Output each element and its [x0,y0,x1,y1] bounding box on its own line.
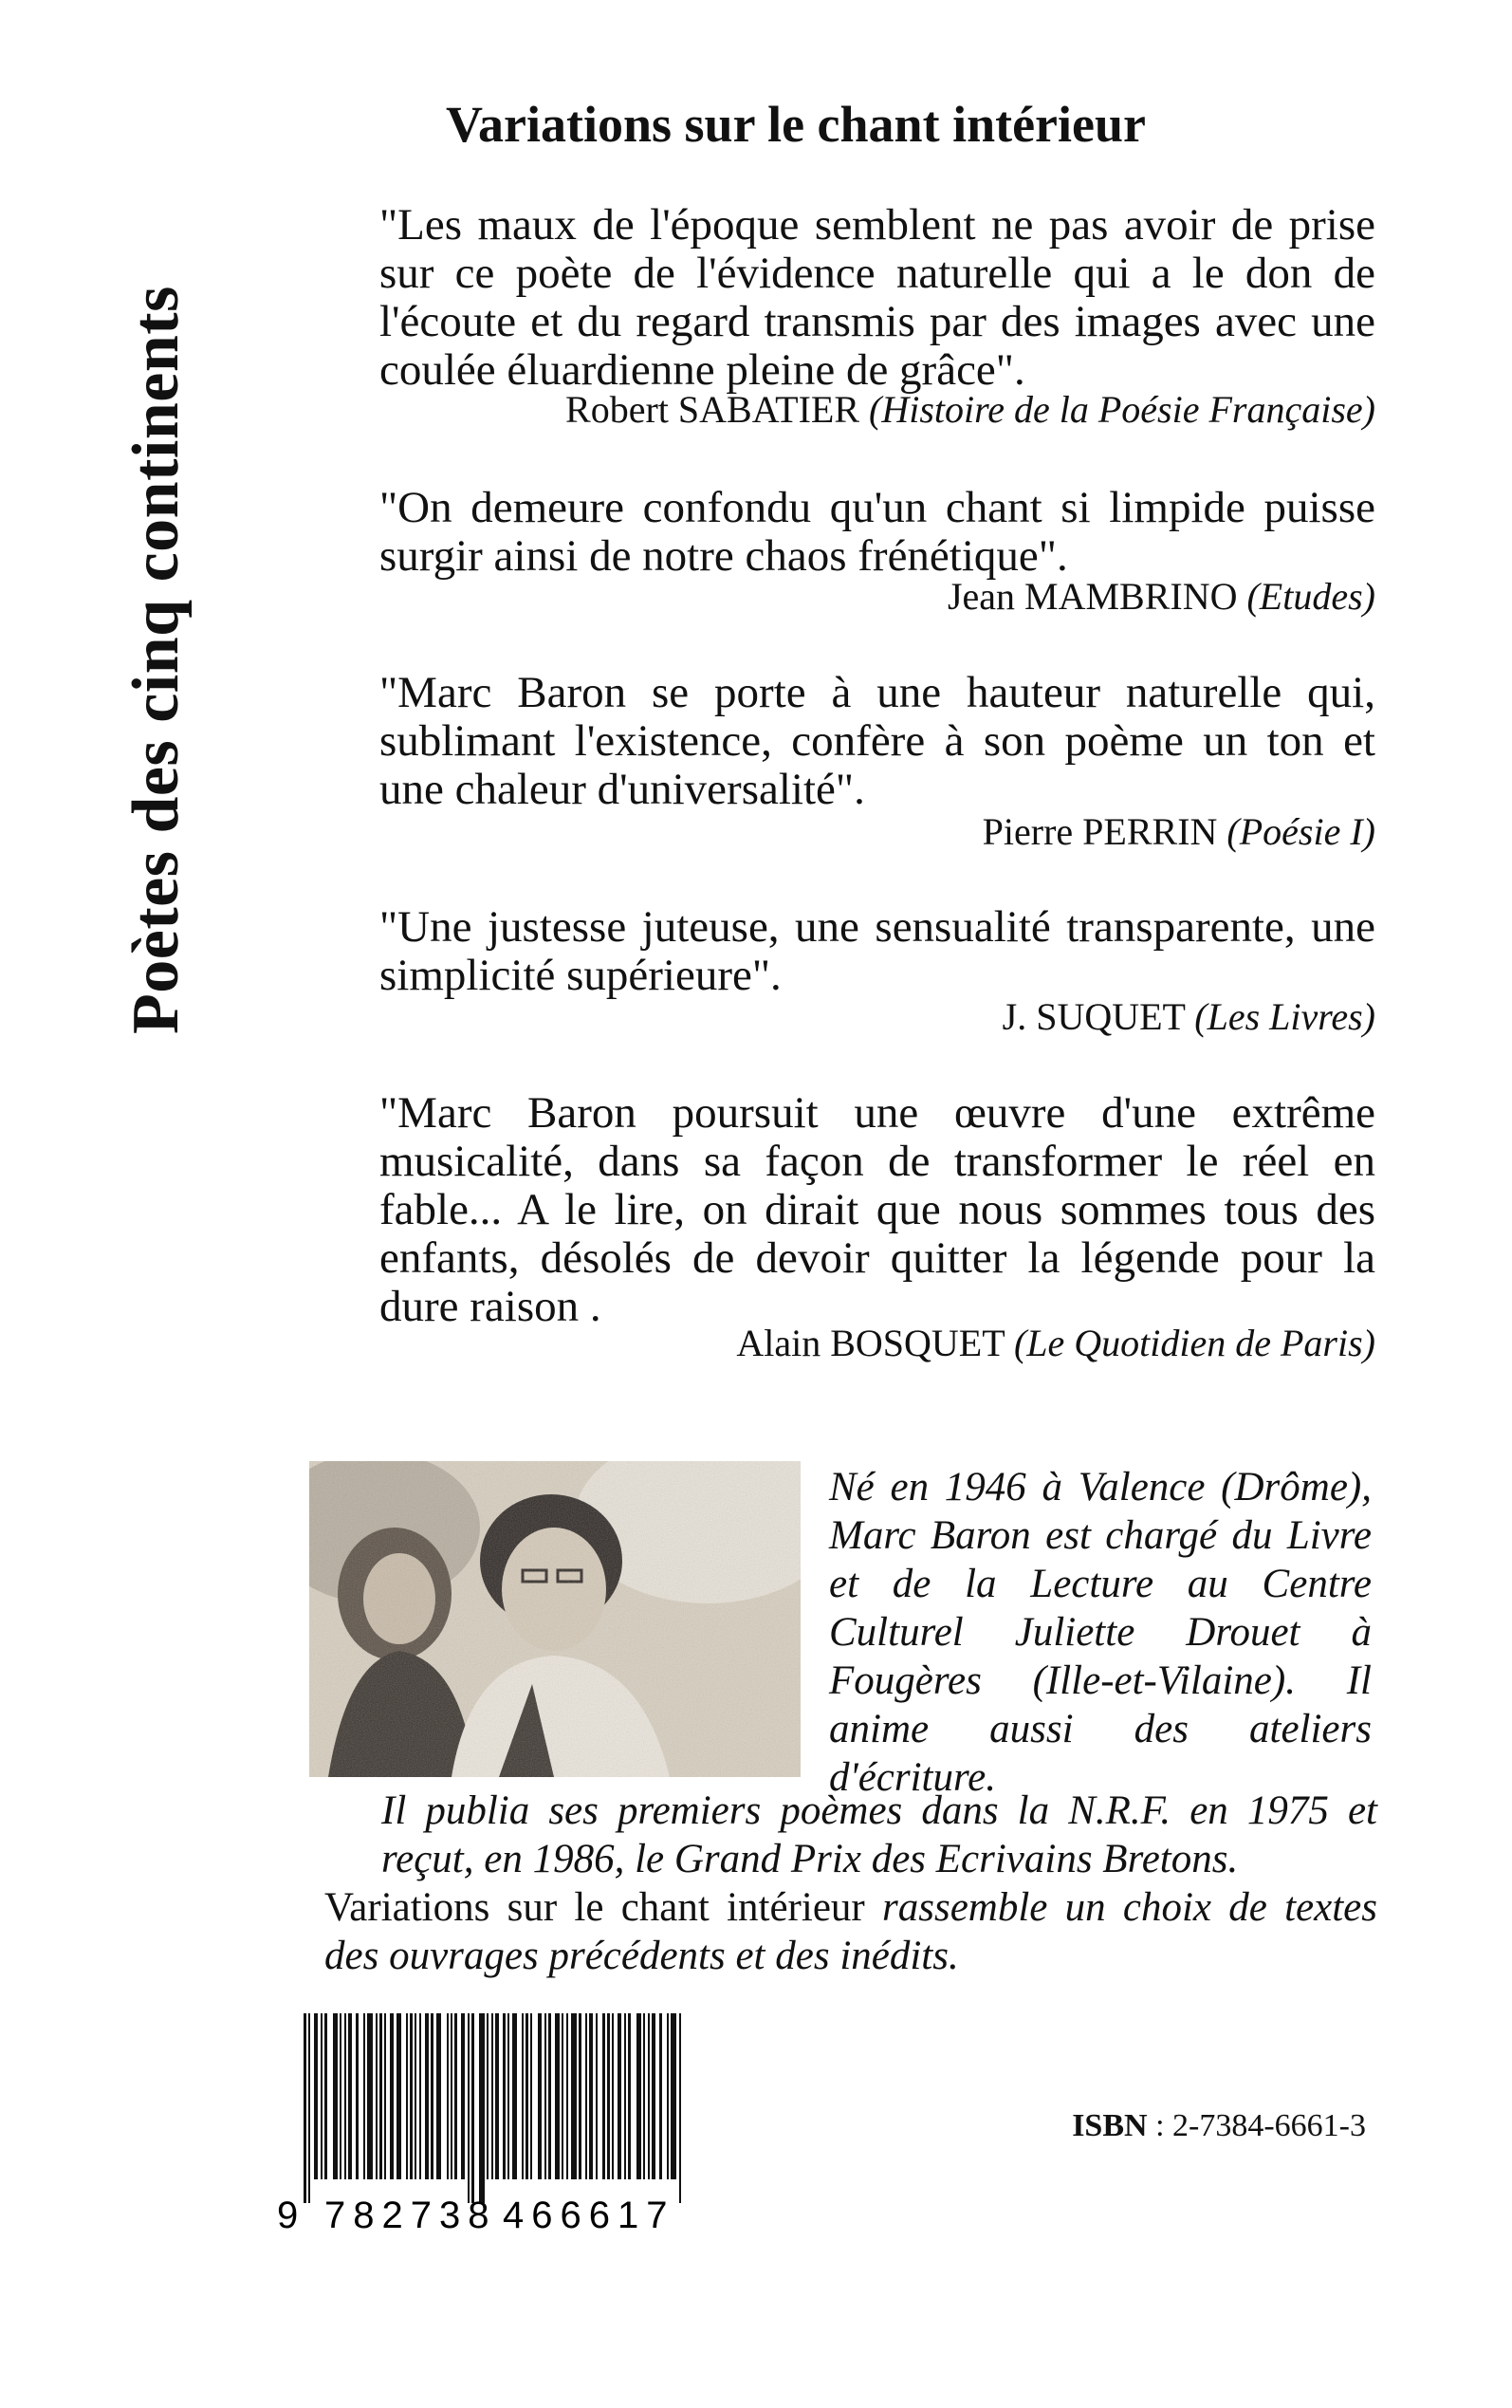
barcode-bar [618,2013,621,2179]
barcode-bar [321,2013,323,2179]
barcode-bar [356,2013,359,2179]
barcode-bar [589,2013,593,2179]
barcode-bar [314,2013,318,2179]
isbn-barcode [275,2013,692,2232]
barcode-bar [602,2013,605,2179]
barcode-bar [652,2013,655,2179]
quote-1: "Les maux de l'époque semblent ne pas avoir de prise sur ce poète de l'évidence naturelle qui a le don de l'écoute et du regard transmis par des images avec une coulée éluardienne pleine de grâce". [379,200,1375,395]
barcode-bar [340,2013,341,2179]
barcode-bar [479,2013,485,2203]
barcode-bar [461,2013,465,2179]
barcode-bar [585,2013,587,2179]
barcode-bar [538,2013,542,2179]
isbn-number: ISBN : 2-7384-6661-3 [1072,2108,1366,2143]
barcode-bar [636,2013,641,2179]
quote-3-attribution: Pierre PERRIN (Poésie I) [982,810,1375,853]
quote-5: "Marc Baron poursuit une œuvre d'une extrême musicalité, dans sa façon de transformer le réel en fable... A le lire, on dirait que nous sommes tous des enfants, désolés de devoir quitter la légende pour la dure raison . [379,1088,1375,1331]
author-photo [309,1461,801,1777]
barcode-first-digit: 9 [277,2195,299,2232]
barcode-bar [384,2013,386,2179]
barcode-bar [348,2013,352,2179]
barcode-bar [596,2013,598,2179]
author-bio-intro: Né en 1946 à Valence (Drôme), Marc Baron est chargé du Livre et de la Lecture au Centre Culturel Juliette Drouet à Fougères (Ille-et-Vilaine). Il anime aussi des ateliers d'écriture. [829,1465,1372,1800]
barcode-bar [431,2013,433,2179]
barcode-bar [659,2013,662,2179]
quote-4-attribution: J. SUQUET (Les Livres) [1002,995,1375,1038]
quote-5-attribution: Alain BOSQUET (Le Quotidien de Paris) [736,1322,1375,1364]
quote-2-attribution: Jean MAMBRINO (Etudes) [947,575,1375,618]
barcode-bar [648,2013,650,2179]
book-title: Variations sur le chant intérieur [446,96,1146,153]
barcode-bar [495,2013,499,2179]
barcode-bar [562,2013,563,2179]
barcode-bar [507,2013,509,2179]
quote-4: "Une justesse juteuse, une sensualité transparente, une simplicité supérieure". [379,902,1375,1000]
barcode-bar [643,2013,645,2179]
barcode-bar [396,2013,401,2179]
barcode-bar [308,2013,310,2203]
author-bio-publications: Il publia ses premiers poèmes dans la N.R.F. en 1975 et reçut, en 1986, le Grand Prix des Ecrivains Bretons. Variations sur le chant intérieur rassemble un choix de textes des ouvrages précédents et des inédits. [324,1788,1377,1978]
barcode-bar [367,2013,373,2179]
barcode-bar [612,2013,614,2179]
series-title: Poètes des cinq continents [120,286,193,1034]
barcode-bar [344,2013,346,2179]
barcode-bar [406,2013,408,2179]
barcode-bar [468,2013,470,2203]
barcode-bar [454,2013,457,2179]
barcode-bar [491,2013,493,2179]
barcode-bar [447,2013,449,2179]
barcode-bar [304,2013,306,2203]
barcode-bar [555,2013,560,2179]
barcode-bar [579,2013,581,2179]
barcode-bar [624,2013,626,2179]
barcode-bar [628,2013,631,2179]
barcode-bar [522,2013,524,2179]
barcode-bar [425,2013,429,2179]
barcode-group-2: 466617 [503,2195,675,2232]
barcode-bar [607,2013,610,2179]
barcode-bar [333,2013,338,2179]
barcode-bar [487,2013,489,2179]
barcode-bar [566,2013,568,2179]
barcode-bar [544,2013,546,2179]
barcode-bar [571,2013,577,2179]
barcode-bar [671,2013,676,2179]
quote-3: "Marc Baron se porte à une hauteur naturelle qui, sublimant l'existence, confère à son poème un ton et une chaleur d'universalité". [379,668,1375,814]
barcode-bar [363,2013,365,2179]
barcode-bar [548,2013,551,2179]
barcode-bar [667,2013,669,2179]
barcode-bar [679,2013,681,2203]
barcode-bar [379,2013,382,2179]
quote-1-attribution: Robert SABATIER (Histoire de la Poésie Française) [565,388,1375,431]
barcode-group-1: 782738 [324,2195,497,2232]
barcode-bar [390,2013,394,2179]
barcode-bar [526,2013,528,2179]
barcode-bar [415,2013,416,2179]
barcode-bar [512,2013,517,2179]
barcode-bar [376,2013,378,2179]
barcode-bar [410,2013,413,2179]
barcode-bar [451,2013,452,2179]
barcode-bar [324,2013,327,2179]
barcode-bar [436,2013,441,2179]
quote-2: "On demeure confondu qu'un chant si limpide puisse surgir ainsi de notre chaos frénétique". [379,483,1375,581]
barcode-bar [530,2013,532,2179]
barcode-bar [419,2013,421,2179]
barcode-bar [503,2013,506,2179]
barcode-bar [471,2013,474,2203]
